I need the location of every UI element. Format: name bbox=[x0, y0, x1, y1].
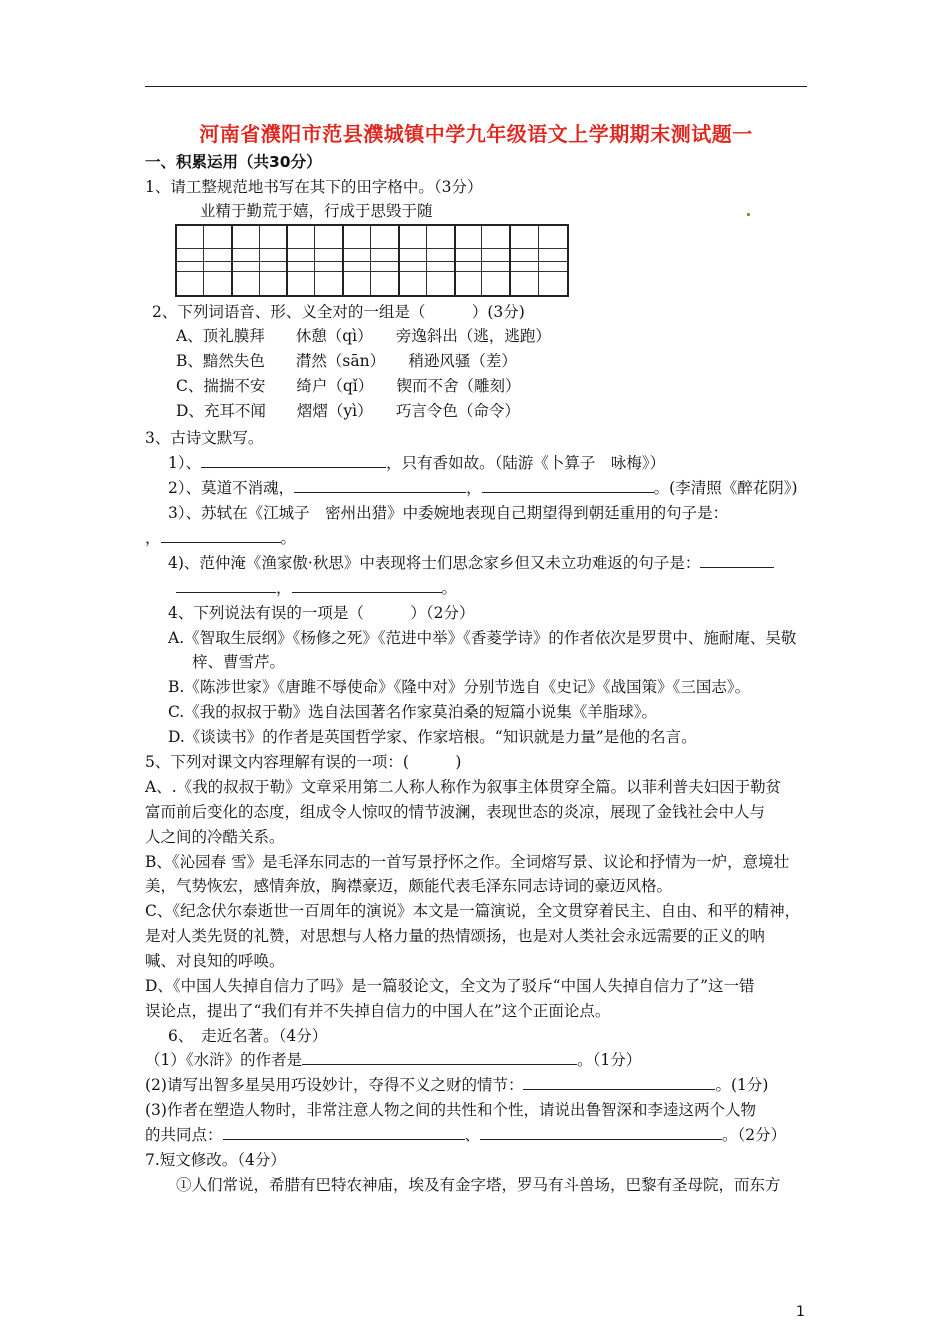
q1-copy-text: 业精于勤荒于嬉，行成于思毁于随 bbox=[200, 202, 433, 220]
header-rule bbox=[145, 86, 807, 87]
tianzige-grid bbox=[175, 224, 569, 297]
q3-line3: 3）、苏轼在《江城子 密州出猎》中委婉地表现自己期望得到朝廷重用的句子是： bbox=[168, 504, 729, 522]
q4-option-c: C.《我的叔叔于勒》选自法国著名作家莫泊桑的短篇小说集《羊脂球》。 bbox=[168, 703, 657, 721]
q2-option-c: C、揣揣不安 绮户（qǐ） 锲而不舍（雕刻） bbox=[176, 377, 521, 395]
q3-line2-mid: ， bbox=[466, 479, 482, 497]
q5-b-line1: B、《沁园春 雪》是毛泽东同志的一首写景抒怀之作。全词熔写景、议论和抒情为一炉，意境壮 bbox=[145, 853, 790, 871]
q5-a-line3: 人之间的冷酷关系。 bbox=[145, 828, 285, 846]
q3-line2 bbox=[168, 478, 798, 498]
q6-sub2 bbox=[145, 1075, 768, 1095]
grid-cell bbox=[177, 226, 233, 295]
q3-line3-comma: ， bbox=[145, 529, 161, 547]
q2-stem: 2、下列词语音、形、义全对的一组是（ ）(3分) bbox=[152, 303, 525, 321]
q3-line4-text: 4)、范仲淹《渔家傲·秋思》中表现将士们思念家乡但又未立功难返的句子是： bbox=[168, 554, 701, 572]
grid-cell bbox=[233, 226, 289, 295]
q2-option-b: B、黯然失色 潸然（sān） 稍逊风骚（差） bbox=[176, 352, 517, 370]
answer-blank[interactable] bbox=[201, 453, 386, 468]
q3-line4-answer bbox=[176, 578, 457, 598]
q4-option-a: A.《智取生辰纲》《杨修之死》《范进中举》《香菱学诗》的作者依次是罗贯中、施耐庵、吴敬 bbox=[168, 629, 797, 647]
q5-c-line1: C、《纪念伏尔泰逝世一百周年的演说》本文是一篇演说，全文贯穿着民主、自由、和平的精神， bbox=[145, 902, 801, 920]
q6-sub3-points: 。（2分） bbox=[722, 1126, 787, 1144]
q4-option-d: D.《谈读书》的作者是英国哲学家、作家培根。“知识就是力量”是他的名言。 bbox=[168, 728, 697, 746]
answer-blank[interactable] bbox=[292, 578, 442, 593]
q6-sub3: (3)作者在塑造人物时，非常注意人物之间的共性和个性，请说出鲁智深和李逵这两个人物 bbox=[145, 1101, 756, 1119]
q3-line3-end: 。 bbox=[280, 529, 297, 547]
q4-option-b: B.《陈涉世家》《唐雎不辱使命》《隆中对》分别节选自《史记》《战国策》《三国志》。 bbox=[168, 678, 751, 696]
answer-blank[interactable] bbox=[161, 528, 281, 543]
q4-option-a-cont: 梓、曹雪芹。 bbox=[192, 653, 286, 671]
answer-blank[interactable] bbox=[700, 553, 774, 568]
q5-c-line3: 喊、对良知的呼唤。 bbox=[145, 952, 285, 970]
q6-sub2-points: 。(1分) bbox=[715, 1076, 769, 1094]
answer-blank[interactable] bbox=[482, 478, 654, 493]
stray-mark bbox=[747, 213, 750, 216]
q3-line1-suffix: ，只有香如故。（陆游《卜算子 咏梅》） bbox=[386, 454, 666, 472]
answer-blank[interactable] bbox=[176, 578, 276, 593]
answer-blank[interactable] bbox=[523, 1075, 715, 1090]
q3-line2-prefix: 2）、莫道不消魂， bbox=[168, 479, 295, 497]
q6-sub3-answer bbox=[145, 1125, 786, 1145]
answer-blank[interactable] bbox=[294, 478, 466, 493]
q2-option-a: A、顶礼膜拜 休憩（qì） 旁逸斜出（逃，逃跑） bbox=[176, 327, 551, 345]
answer-blank[interactable] bbox=[223, 1125, 465, 1140]
q3-line4 bbox=[168, 553, 774, 573]
q3-line4-comma: ， bbox=[276, 579, 292, 597]
q1-stem: 1、请工整规范地书写在其下的田字格中。（3分） bbox=[145, 178, 483, 196]
q5-d-line1: D、《中国人失掉自信力了吗》是一篇驳论文，全文为了驳斥“中国人失掉自信力了”这一错 bbox=[145, 977, 755, 995]
grid-cell bbox=[344, 226, 400, 295]
grid-cell bbox=[456, 226, 512, 295]
section-heading: 一、积累运用（共30分） bbox=[145, 153, 322, 171]
grid-cell bbox=[400, 226, 456, 295]
q7-stem: 7.短文修改。（4分） bbox=[145, 1151, 286, 1169]
q6-sub2-text: (2)请写出智多星吴用巧设妙计，夺得不义之财的情节： bbox=[145, 1076, 524, 1094]
q6-stem: 6、 走近名著。（4分） bbox=[168, 1027, 328, 1045]
q5-stem: 5、下列对课文内容理解有误的一项：( ) bbox=[145, 753, 462, 771]
q6-sub3-label: 的共同点： bbox=[145, 1126, 223, 1144]
q3-line2-suffix: 。(李清照《醉花阴》) bbox=[653, 479, 798, 497]
grid-cell bbox=[511, 226, 567, 295]
q5-d-line2: 误论点，提出了“我们有并不失掉自信力的中国人在”这个正面论点。 bbox=[145, 1002, 611, 1020]
q4-stem: 4、下列说法有误的一项是（ ）（2分） bbox=[168, 604, 475, 622]
page-number: 1 bbox=[796, 1304, 805, 1320]
q3-line4-end: 。 bbox=[441, 579, 458, 597]
q2-option-d: D、充耳不闻 熠熠（yì） 巧言令色（命令） bbox=[176, 402, 520, 420]
q6-sub1-points: 。（1分） bbox=[577, 1051, 642, 1069]
grid-cell bbox=[288, 226, 344, 295]
q6-sub3-sep: 、 bbox=[464, 1126, 481, 1144]
q5-a-line2: 富而前后变化的态度，组成令人惊叹的情节波澜，表现世态的炎凉，展现了金钱社会中人与 bbox=[145, 803, 766, 821]
q3-line1-prefix: 1）、 bbox=[168, 454, 202, 472]
q3-line3-answer bbox=[145, 528, 296, 548]
answer-blank[interactable] bbox=[302, 1050, 577, 1065]
q3-stem: 3、古诗文默写。 bbox=[145, 429, 264, 447]
q3-line1 bbox=[168, 453, 665, 473]
q6-sub1-text: （1）《水浒》的作者是 bbox=[145, 1051, 303, 1069]
page-title: 河南省濮阳市范县濮城镇中学九年级语文上学期期末测试题一 bbox=[199, 122, 753, 146]
q5-c-line2: 是对人类先贤的礼赞，对思想与人格力量的热情颂扬，也是对人类社会永远需要的正义的呐 bbox=[145, 927, 766, 945]
answer-blank[interactable] bbox=[480, 1125, 722, 1140]
q6-sub1 bbox=[145, 1050, 641, 1070]
q7-paragraph: ①人们常说，希腊有巴特农神庙，埃及有金字塔，罗马有斗兽场，巴黎有圣母院，而东方 bbox=[176, 1176, 781, 1194]
q5-b-line2: 美，气势恢宏，感情奔放，胸襟豪迈，颇能代表毛泽东同志诗词的豪迈风格。 bbox=[145, 877, 673, 895]
q5-a-line1: A、.《我的叔叔于勒》文章采用第二人称人称作为叙事主体贯穿全篇。以菲利普夫妇因于勒贫 bbox=[145, 778, 782, 796]
